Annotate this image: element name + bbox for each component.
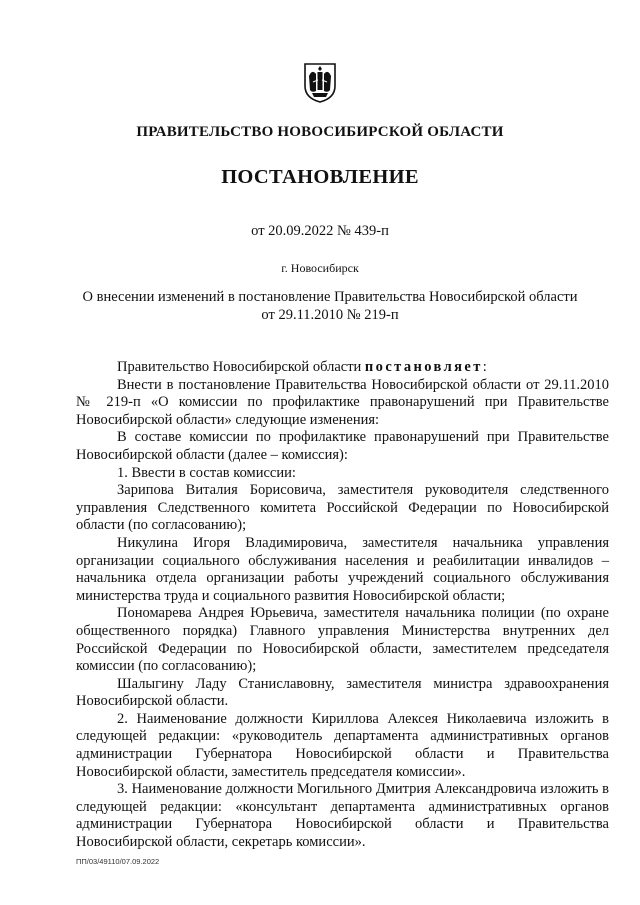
paragraph-8: 2. Наименование должности Кириллова Алексея Николаевича изложить в следующей редакции: «руководитель департамента административных органов администрации Губернатора Новосибирской области и Правительства Новосибирской области, заместитель председателя комиссии».	[76, 710, 609, 780]
decree-prefix: Правительство Новосибирской области	[117, 359, 365, 375]
decree-word: постановляет	[364, 359, 483, 375]
document-date-number: от 20.09.2022 № 439-п	[251, 223, 389, 239]
document-subject	[60, 289, 600, 324]
paragraph-2: В составе комиссии по профилактике правонарушений при Правительстве Новосибирской области (далее – комиссия):	[76, 429, 609, 463]
coat-of-arms-icon	[301, 60, 339, 104]
organization-name: ПРАВИТЕЛЬСТВО НОВОСИБИРСКОЙ ОБЛАСТИ	[136, 124, 504, 140]
footer-code: ПП/03/49110/07.09.2022	[76, 857, 160, 866]
decree-suffix: :	[482, 359, 487, 375]
paragraph-7: Шалыгину Ладу Станиславовну, заместителя министра здравоохранения Новосибирской области.	[76, 675, 609, 710]
document-type-title: ПОСТАНОВЛЕНИЕ	[221, 166, 419, 188]
subject-line-2: от 29.11.2010 № 219-п	[261, 306, 399, 323]
decree-paragraph	[76, 359, 609, 377]
paragraph-9: 3. Наименование должности Могильного Дмитрия Александровича изложить в следующей редакции: «консультант департамента административных органов администрации Губернатора Новосибирской области и Правительства Новосибирской области, секретарь комиссии».	[76, 781, 609, 851]
paragraph-4: Зарипова Виталия Борисовича, заместителя руководителя следственного управления Следственного комитета Российской Федерации по Новосибирской области (по согласованию);	[76, 482, 609, 534]
paragraph-6: Пономарева Андрея Юрьевича, заместителя начальника полиции (по охране общественного порядка) Главного управления Министерства внутренних дел Российской Федерации по Новосибирской области, заместителем председателя комиссии (по согласованию);	[76, 605, 609, 675]
paragraph-5: Никулина Игоря Владимировича, заместителя начальника управления организации социального обслуживания населения и реабилитации инвалидов – начальника отдела организации работы учреждений социального обслуживания министерства труда и социального развития Новосибирской области;	[76, 534, 609, 604]
document-body	[76, 359, 609, 852]
document-city: г. Новосибирск	[281, 261, 359, 275]
paragraph-3: 1. Ввести в состав комиссии:	[117, 464, 296, 481]
paragraph-1: Внести в постановление Правительства Новосибирской области от 29.11.2010 № 219-п «О комиссии по профилактике правонарушений при Правительстве Новосибирской области» следующие изменения:	[76, 376, 609, 428]
subject-line-1: О внесении изменений в постановление Правительства Новосибирской области	[82, 289, 578, 305]
